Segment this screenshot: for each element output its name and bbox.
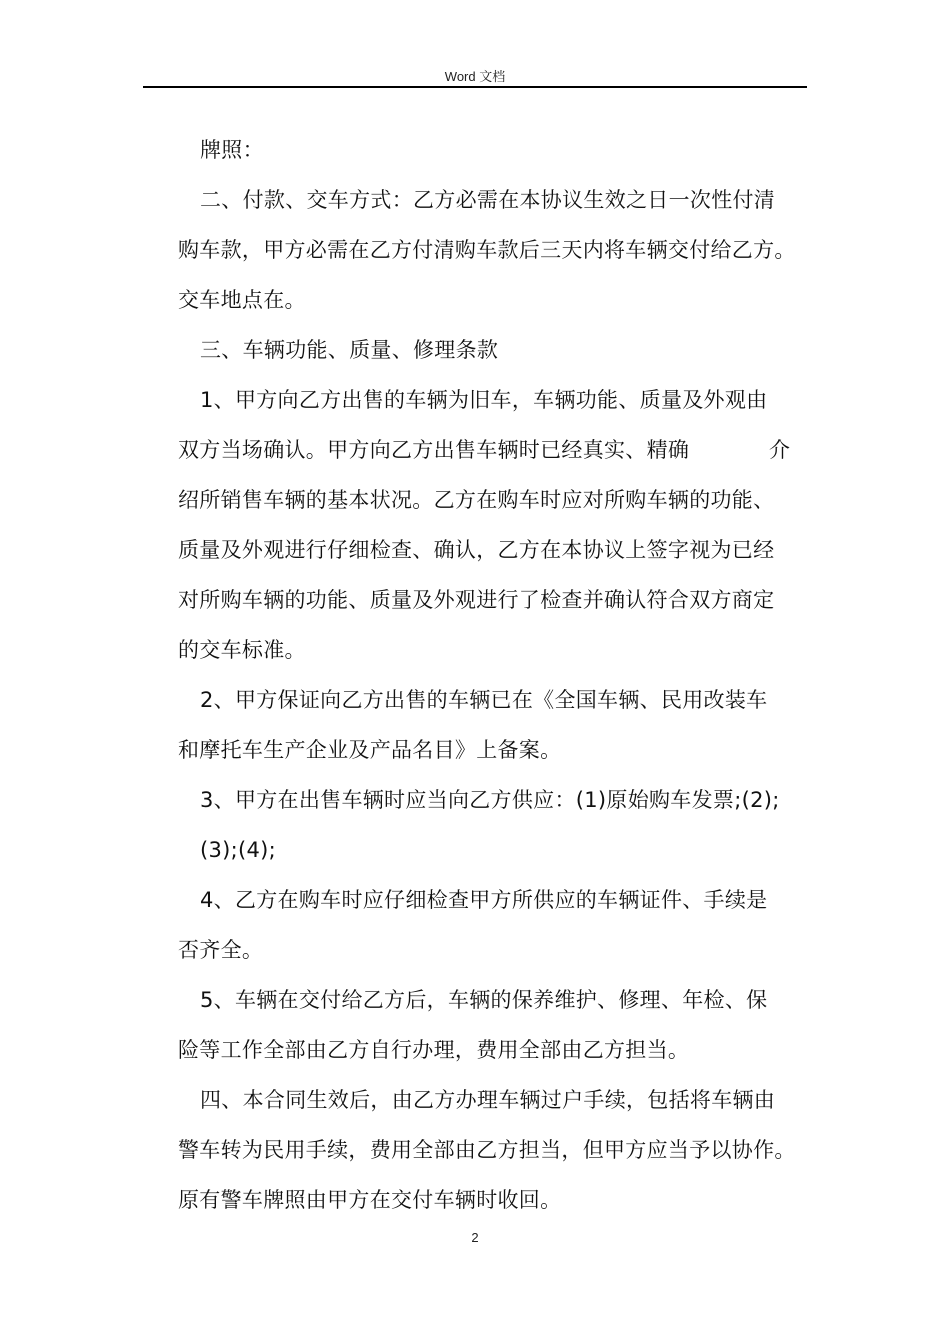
header-divider [143,86,807,88]
text-line: 1、甲方向乙方出售的车辆为旧车，车辆功能、质量及外观由 [200,388,768,412]
text-line: 险等工作全部由乙方自行办理，费用全部由乙方担当。 [178,1038,690,1062]
text-line: 介 [769,438,791,462]
text-line: 交车地点在。 [178,288,306,312]
text-line: 牌照： [200,138,264,162]
text-line: 双方当场确认。甲方向乙方出售车辆时已经真实、精确 [178,438,690,462]
text-line: 否齐全。 [178,938,264,962]
text-line: 原有警车牌照由甲方在交付车辆时收回。 [178,1188,562,1212]
text-line: (3);(4); [200,838,277,862]
text-line: 对所购车辆的功能、质量及外观进行了检查并确认符合双方商定 [178,588,775,612]
text-line: 3、甲方在出售车辆时应当向乙方供应：(1)原始购车发票;(2); [200,788,780,812]
text-line: 四、本合同生效后，由乙方办理车辆过户手续，包括将车辆由 [200,1088,776,1112]
text-line: 三、车辆功能、质量、修理条款 [200,338,499,362]
text-line: 和摩托车生产企业及产品名目》上备案。 [178,738,562,762]
text-line: 二、付款、交车方式：乙方必需在本协议生效之日一次性付清 [200,188,776,212]
text-line: 绍所销售车辆的基本状况。乙方在购车时应对所购车辆的功能、 [178,488,775,512]
text-line: 4、乙方在购车时应仔细检查甲方所供应的车辆证件、手续是 [200,888,768,912]
page-number: 2 [471,1230,479,1245]
text-line: 的交车标准。 [178,638,306,662]
text-line: 2、甲方保证向乙方出售的车辆已在《全国车辆、民用改装车 [200,688,768,712]
text-line: 警车转为民用手续，费用全部由乙方担当，但甲方应当予以协作。 [178,1138,796,1162]
text-line: 5、车辆在交付给乙方后，车辆的保养维护、修理、年检、保 [200,988,768,1012]
text-line: 质量及外观进行仔细检查、确认，乙方在本协议上签字视为已经 [178,538,775,562]
text-line: 购车款，甲方必需在乙方付清购车款后三天内将车辆交付给乙方。 [178,238,796,262]
page-header: Word 文档 [444,69,506,84]
